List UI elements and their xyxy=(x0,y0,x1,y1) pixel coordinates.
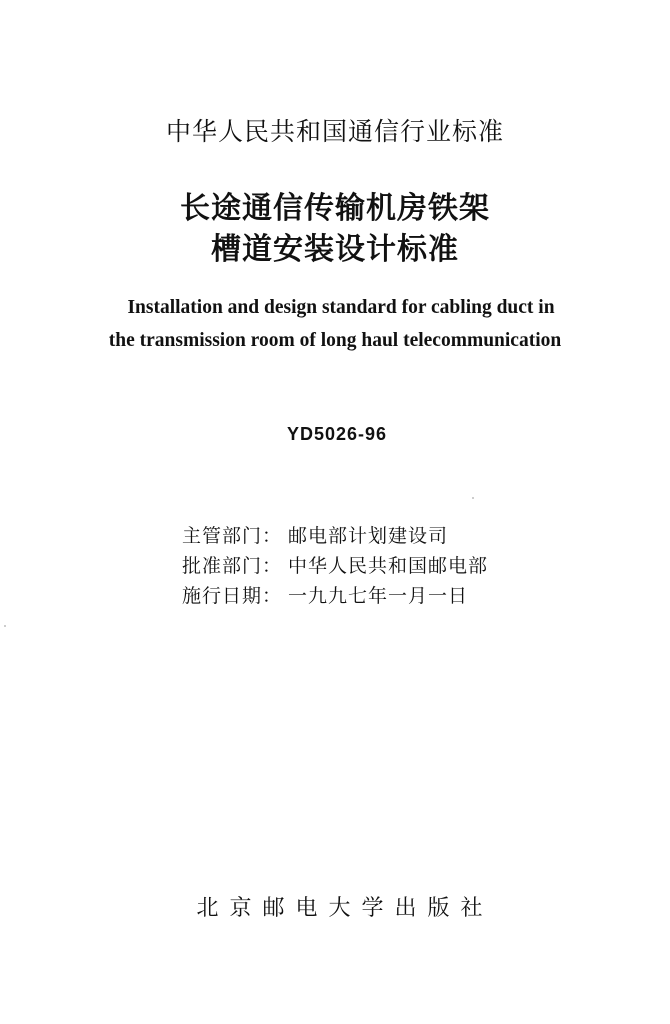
scan-speck xyxy=(4,625,6,627)
standard-series-heading: 中华人民共和国通信行业标准 xyxy=(165,117,504,146)
standard-code: YD5026-96 xyxy=(286,424,388,444)
meta-value: 一九九七年一月一日 xyxy=(288,585,469,607)
meta-label: 施行日期： xyxy=(182,585,283,607)
meta-value: 邮电部计划建设司 xyxy=(288,525,449,547)
english-title-line-2: the transmission room of long haul telecommunication xyxy=(108,330,562,351)
meta-row-effective-date xyxy=(182,581,468,608)
chinese-title-line-1: 长途通信传输机房铁架 xyxy=(180,191,490,226)
meta-label: 批准部门： xyxy=(182,555,283,577)
english-title-line-1: Installation and design standard for cabling duct in xyxy=(127,297,555,318)
meta-row-approval xyxy=(182,551,488,578)
meta-value: 中华人民共和国邮电部 xyxy=(288,555,489,577)
chinese-title-line-2: 槽道安装设计标准 xyxy=(211,232,459,267)
meta-label: 主管部门： xyxy=(182,525,283,547)
meta-row-authority xyxy=(182,521,448,548)
scan-speck xyxy=(472,497,474,499)
publisher-name: 北京邮电大学出版社 xyxy=(196,896,494,921)
